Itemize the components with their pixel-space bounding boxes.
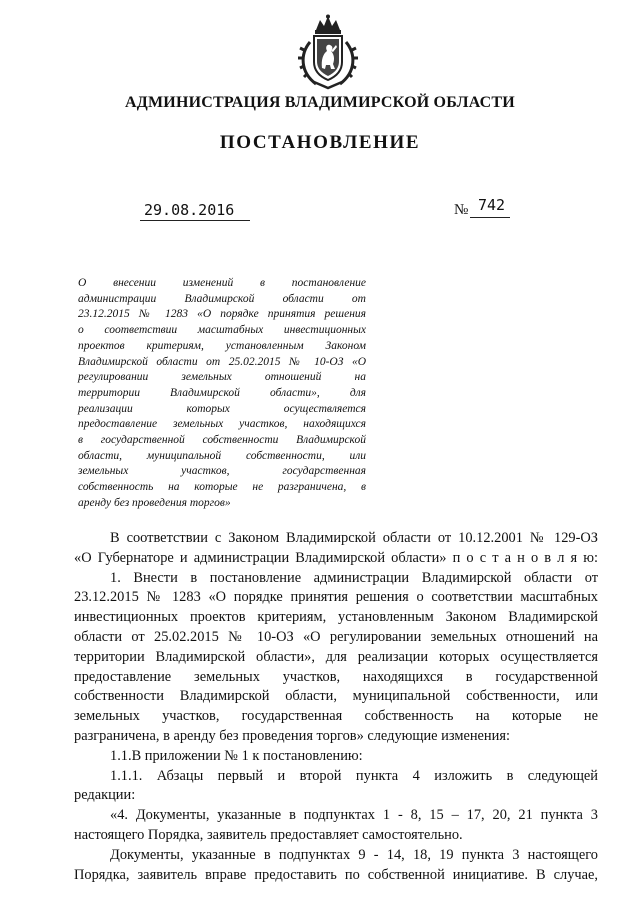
number-label: № — [454, 202, 469, 218]
subject-line: реализации которых осуществляется — [78, 402, 366, 415]
date-underline — [140, 220, 250, 221]
body-line: Документы, указанные в подпунктах 9 - 14, 18, 19 пункта 3 настоящего — [110, 846, 598, 863]
subject-line: 23.12.2015 № 1283 «О порядке принятия решения — [78, 308, 366, 321]
document-date: 29.08.2016 — [144, 201, 235, 219]
subject-line: регулировании земельных отношений на — [78, 371, 366, 384]
body-line: 1.1.В приложении № 1 к постановлению: — [110, 747, 363, 764]
document-body — [74, 529, 598, 885]
subject-line: области, муниципальной собственности, или — [78, 449, 366, 462]
subject-line: о соответствии масштабных инвестиционных — [78, 324, 366, 337]
body-line: В соответствии с Законом Владимирской области от 10.12.2001 № 129-ОЗ — [110, 530, 598, 546]
body-line: «О Губернаторе и администрации Владимирской области» п о с т а н о в л я ю: — [74, 549, 598, 566]
body-line: 1.1.1. Абзацы первый и второй пункта 4 изложить в следующей — [110, 767, 598, 784]
subject-line: земельных участков, государственная — [78, 465, 366, 478]
subject-line: Владимирской области от 25.02.2015 № 10-ОЗ «О — [78, 355, 366, 368]
coat-of-arms-icon — [296, 14, 360, 90]
body-line: территории Владимирской области», для реализации которых осуществляется — [74, 648, 598, 665]
subject-line: проектов критериям, установленным Законом — [78, 339, 366, 352]
body-line: Порядка, заявитель вправе предоставить по собственной инициативе. В случае, — [74, 866, 598, 883]
body-line: настоящего Порядка, заявитель предоставляет самостоятельно. — [74, 826, 463, 843]
subject-line: аренду без проведения торгов» — [78, 496, 231, 509]
body-line: 1. Внести в постановление администрации Владимирской области от — [110, 569, 598, 586]
body-line: 23.12.2015 № 1283 «О порядке принятия решения о соответствии масштабных — [74, 589, 598, 606]
body-line: разграничена, в аренду без проведения торгов» следующие изменения: — [74, 727, 510, 744]
subject-line: предоставление земельных участков, находящихся — [78, 418, 366, 431]
body-line: инвестиционных проектов критериям, установленным Законом Владимирской — [74, 609, 598, 626]
body-line: редакции: — [74, 787, 136, 804]
body-line: собственности Владимирской области, муниципальной собственности, или — [74, 688, 598, 705]
subject-line: собственность на которые не разграничена, в — [78, 481, 366, 494]
body-line: «4. Документы, указанные в подпунктах 1 - 8, 15 – 17, 20, 21 пункта 3 — [110, 807, 598, 824]
body-line: области от 25.02.2015 № 10-ОЗ «О регулировании земельных отношений на — [74, 628, 598, 645]
document-number: 742 — [478, 196, 506, 214]
subject-line: территории Владимирской области», для — [78, 386, 366, 399]
document-subject — [78, 276, 366, 512]
body-line: земельных участков, государственная собственность на которые не — [74, 708, 598, 725]
body-line: предоставление земельных участков, находящихся в государственной — [74, 668, 598, 685]
number-underline — [470, 217, 510, 218]
organization-name: АДМИНИСТРАЦИЯ ВЛАДИМИРСКОЙ ОБЛАСТИ — [125, 94, 515, 111]
document-type: ПОСТАНОВЛЕНИЕ — [219, 132, 421, 153]
subject-line: О внесении изменений в постановление — [78, 277, 366, 289]
subject-line: в государственной собственности Владимирской — [78, 434, 366, 447]
subject-line: администрации Владимирской области от — [78, 292, 366, 305]
